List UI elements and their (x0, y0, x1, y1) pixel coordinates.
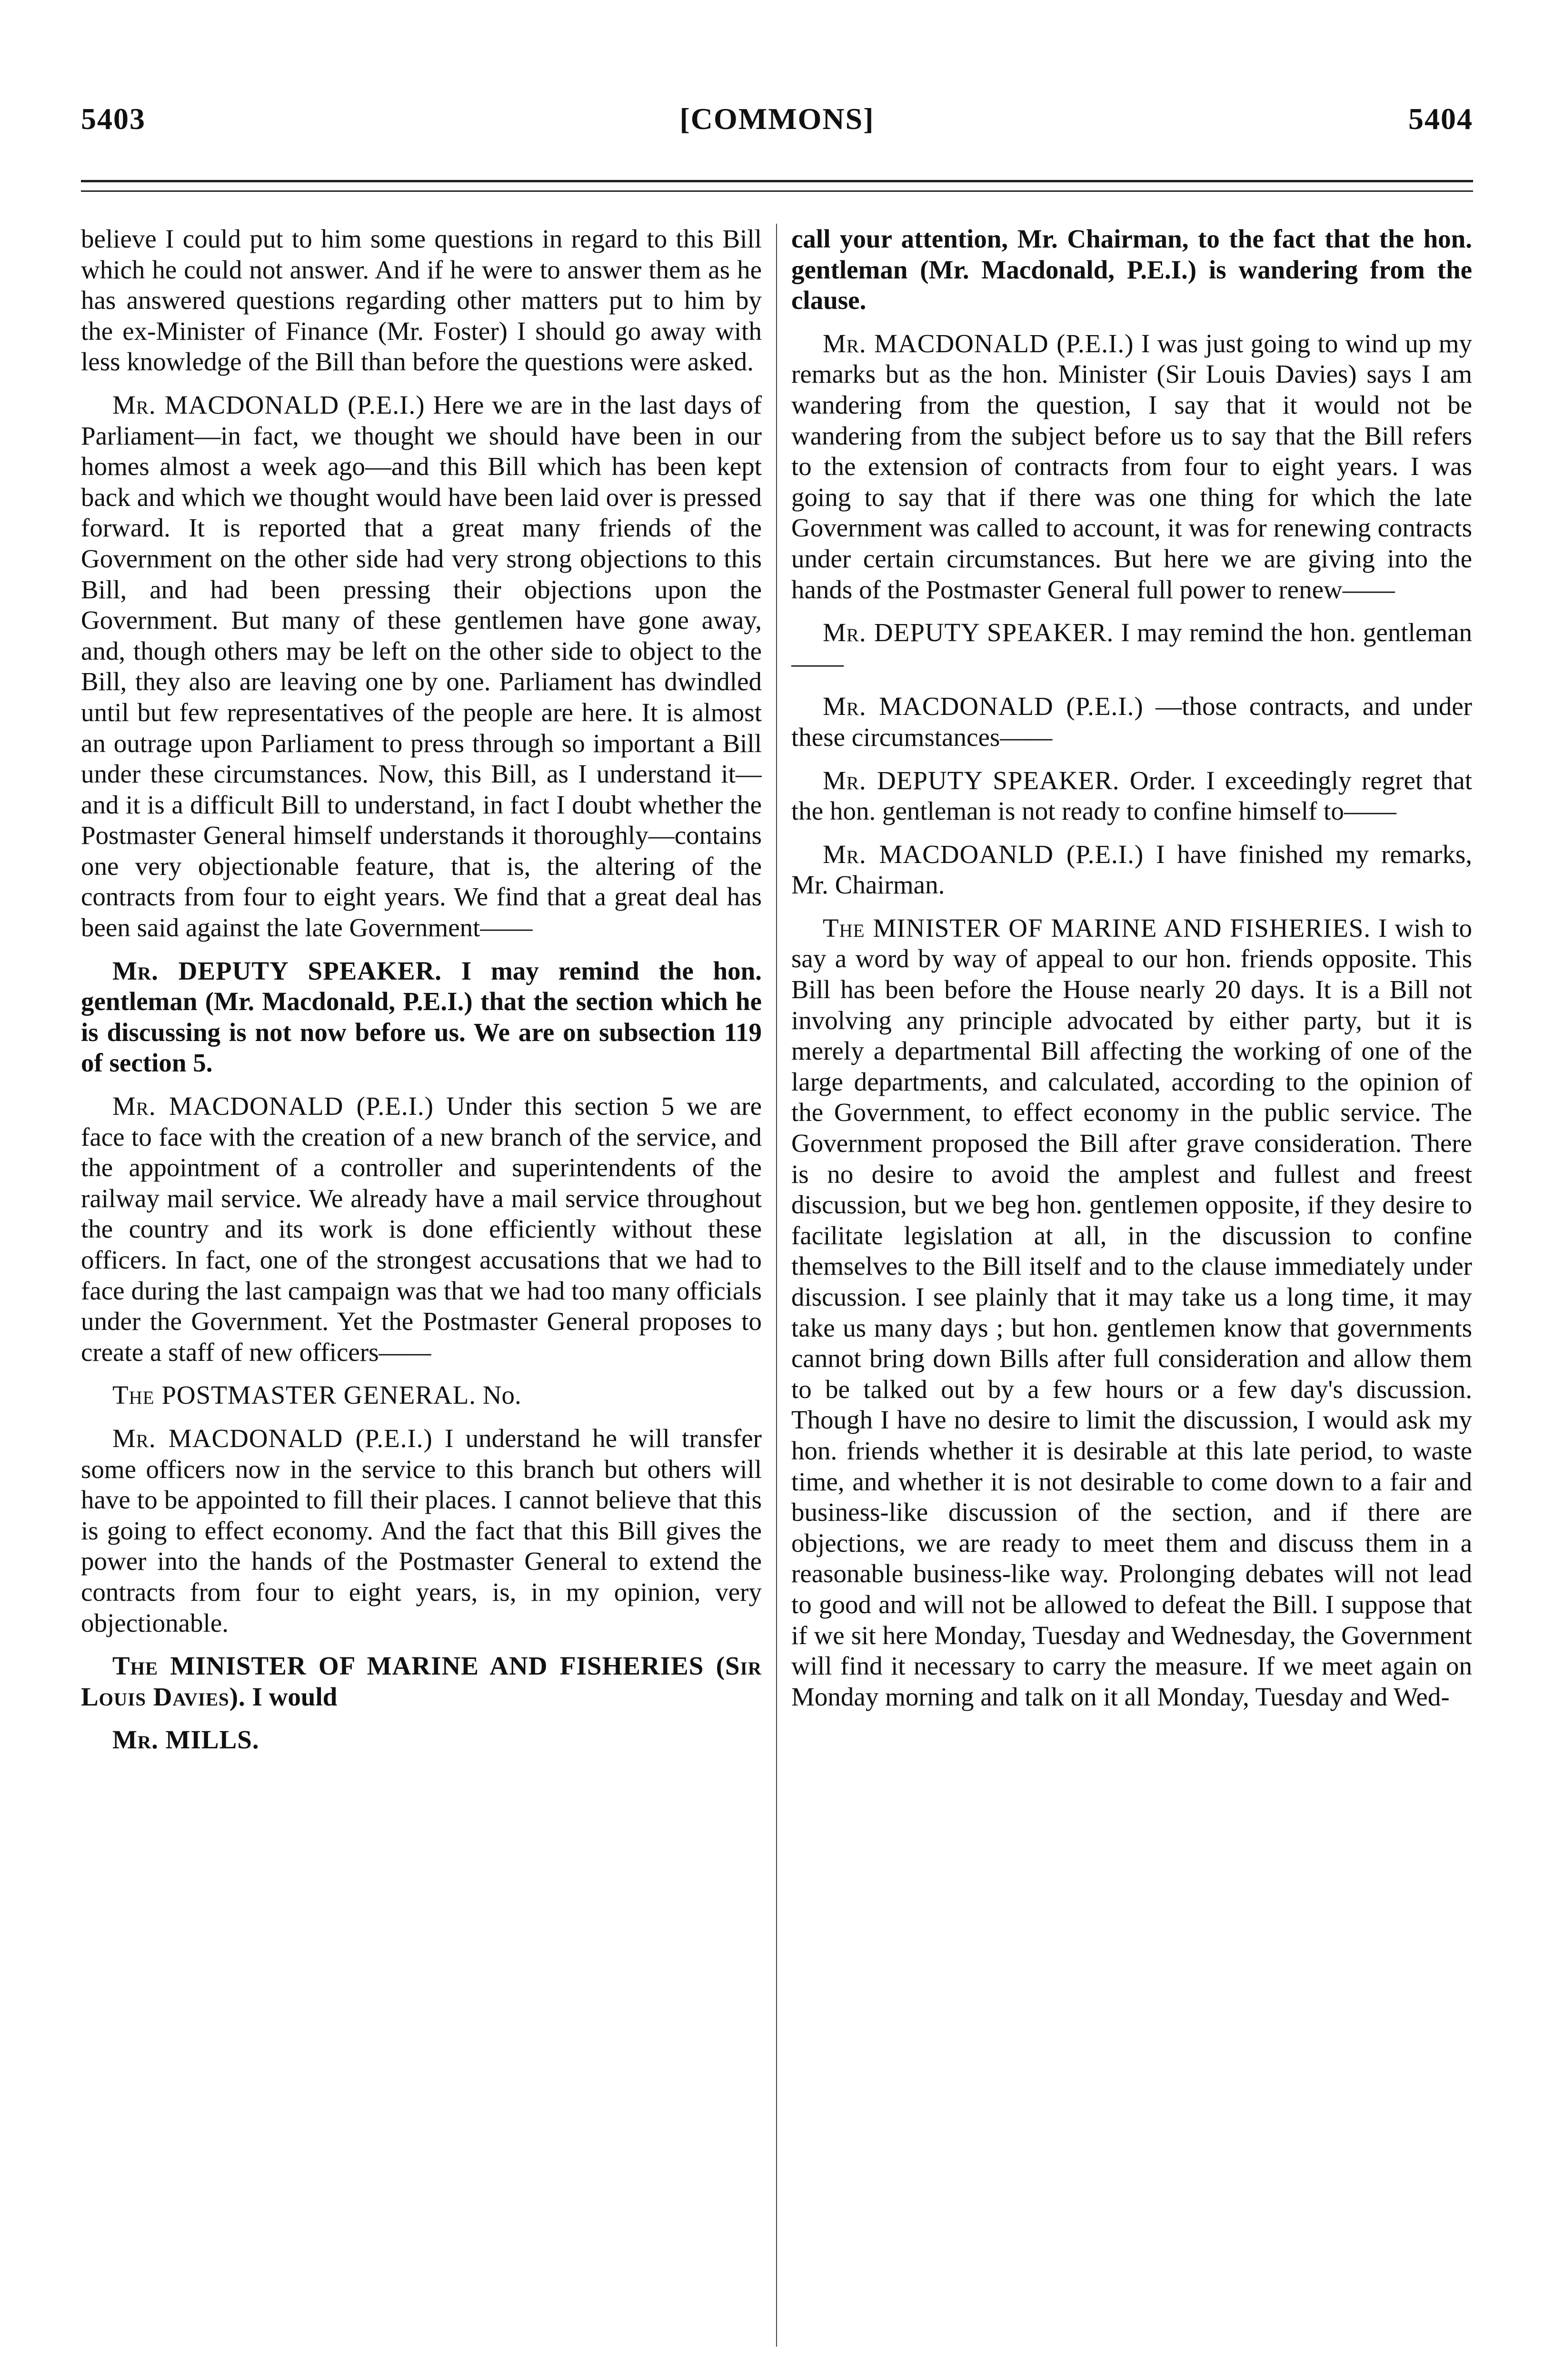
speech-text: I have finished my remarks, Mr. Chairman. (791, 839, 1472, 900)
column-divider (776, 224, 777, 2347)
right-column (791, 224, 1472, 2380)
page-number-left: 5403 (81, 102, 146, 136)
running-title: [COMMONS] (679, 102, 875, 136)
paragraph (791, 328, 1472, 605)
paragraph (81, 956, 762, 1079)
page-number-right: 5404 (1408, 102, 1473, 136)
paragraph (791, 765, 1472, 827)
speech-text: I may remind the hon. gentleman—— (791, 618, 1472, 678)
paragraph (81, 1423, 762, 1638)
speaker-name: Mr. MACDONALD (P.E.I.) (112, 1423, 433, 1453)
speech-text: call your attention, Mr. Chairman, to the fact that the hon. gentleman (Mr. Macdonald, P.E.I.) is wandering from the clause. (791, 224, 1472, 315)
header-rule-secondary (81, 190, 1473, 192)
speaker-name: Mr. DEPUTY SPEAKER. (112, 956, 442, 985)
paragraph (81, 1380, 762, 1411)
speaker-name: Mr. MACDONALD (P.E.I.) (112, 1091, 434, 1121)
paragraph (791, 617, 1472, 679)
speech-text: I was just going to wind up my remarks but as the hon. Minister (Sir Louis Davies) says I am wandering from the question, I say that it would not be wandering from the subject before us to say that the Bill refers to the extension of contracts from four to eight years. I was going to say that if there was one thing for which the late Government was called to account, it was for renewing contracts under certain circumstances. But here we are giving into the hands of the Postmaster General full power to renew—— (791, 328, 1472, 604)
paragraph (791, 913, 1472, 1712)
speaker-name: Mr. MACDOANLD (P.E.I.) (823, 839, 1144, 869)
paragraph (791, 839, 1472, 901)
speaker-name: Mr. MACDONALD (P.E.I.) (112, 390, 425, 419)
paragraph (81, 1091, 762, 1368)
speech-text: I may remind the hon. gentleman (Mr. Macdonald, P.E.I.) that the section which he is discussing is not now before us. We are on subsection 119 of section 5. (81, 956, 762, 1078)
left-column (81, 224, 762, 2380)
speaker-name: Mr. MILLS. (112, 1725, 259, 1755)
running-head (81, 98, 1473, 140)
speech-text: I wish to say a word by way of appeal to our hon. friends opposite. This Bill has been before the House nearly 20 days. It is a Bill not involving any principle advocated by either party, but it is merely a departmental Bill affecting the working of one of the large departments, and calculated, according to the opinion of the Government, to effect economy in the public service. The Government proposed the Bill after grave consideration. There is no desire to avoid the amplest and fullest and freest discussion, but we beg hon. gentlemen opposite, if they desire to facilitate legislation at all, in the discussion to confine themselves to the Bill itself and to the clause immediately under discussion. I see plainly that it may take us a long time, it may take us many days ; but hon. gentlemen know that governments cannot bring down Bills after full consideration and allow them to be talked out by a few hours or a few day's discussion. Though I have no desire to limit the discussion, I would ask my hon. friends whether it is desirable at this late period, to waste time, and whether it is not desirable to come down to a fair and business-like discussion of the section, and if there are objections, we are ready to meet them and discuss them in a reasonable business-like way. Prolonging debates will not lead to good and will not be allowed to defeat the Bill. I suppose that if we sit here Monday, Tuesday and Wednesday, the Government will find it necessary to carry the measure. If we meet again on Monday morning and talk on it all Monday, Tuesday and Wed- (791, 913, 1472, 1711)
speech-text: Order. I exceedingly regret that the hon. gentleman is not ready to confine himself to—— (791, 765, 1472, 826)
speaker-name: The MINISTER OF MARINE AND FISHERIES (Sir Louis Davies). (81, 1651, 762, 1711)
speaker-name: The POSTMASTER GENERAL. (112, 1380, 477, 1410)
paragraph (81, 1651, 762, 1712)
speaker-name: Mr. DEPUTY SPEAKER. (823, 618, 1114, 647)
speaker-name: The MINISTER OF MARINE AND FISHERIES. (823, 913, 1371, 942)
paragraph (791, 224, 1472, 316)
speech-text: I understand he will transfer some officers now in the service to this branch but others will have to be appointed to fill their places. I cannot believe that this is going to effect economy. And the fact that this Bill gives the power into the hands of the Postmaster General to extend the contracts from four to eight years, is, in my opinion, very objectionable. (81, 1423, 762, 1637)
speech-text: I would (252, 1682, 338, 1711)
speech-text: No. (482, 1380, 521, 1410)
speech-text: Under this section 5 we are face to face with the creation of a new branch of the service, and the appointment of a controller and superintendents of the railway mail service. We already have a mail service throughout the country and its work is done efficiently without these officers. In fact, one of the strongest accusations that we had to face during the last campaign was that we had too many officials under the Government. Yet the Postmaster General proposes to create a staff of new officers—— (81, 1091, 762, 1367)
paragraph (791, 691, 1472, 753)
paragraph (81, 1725, 762, 1755)
speech-text: Here we are in the last days of Parliament—in fact, we thought we should have been in our homes almost a week ago—and this Bill which has been kept back and which we thought would have been laid over is pressed forward. It is reported that a great many friends of the Government on the other side had very strong objections to this Bill, and had been pressing their objections upon the Government. But many of these gentlemen have gone away, and, though others may be left on the other side to object to the Bill, they also are leaving one by one. Parliament has dwindled until but few representatives of the people are here. It is almost an outrage upon Parliament to press through so important a Bill under these circumstances. Now, this Bill, as I understand it—and it is a difficult Bill to understand, in fact I doubt whether the Postmaster General himself understands it thoroughly—contains one very objectionable feature, that is, the altering of the contracts from four to eight years. We find that a great deal has been said against the late Government—— (81, 390, 762, 942)
header-rule (81, 180, 1473, 182)
speech-text: —those contracts, and under these circumstances—— (791, 692, 1472, 752)
speech-text: believe I could put to him some questions in regard to this Bill which he could not answer. And if he were to answer them as he has answered questions regarding other matters put to him by the ex-Minister of Finance (Mr. Foster) I should go away with less knowledge of the Bill than before the questions were asked. (81, 224, 762, 377)
speaker-name: Mr. DEPUTY SPEAKER. (823, 765, 1120, 795)
speaker-name: Mr. MACDONALD (P.E.I.) (823, 692, 1144, 721)
paragraph (81, 224, 762, 377)
speaker-name: Mr. MACDONALD (P.E.I.) (823, 328, 1134, 358)
paragraph (81, 390, 762, 943)
